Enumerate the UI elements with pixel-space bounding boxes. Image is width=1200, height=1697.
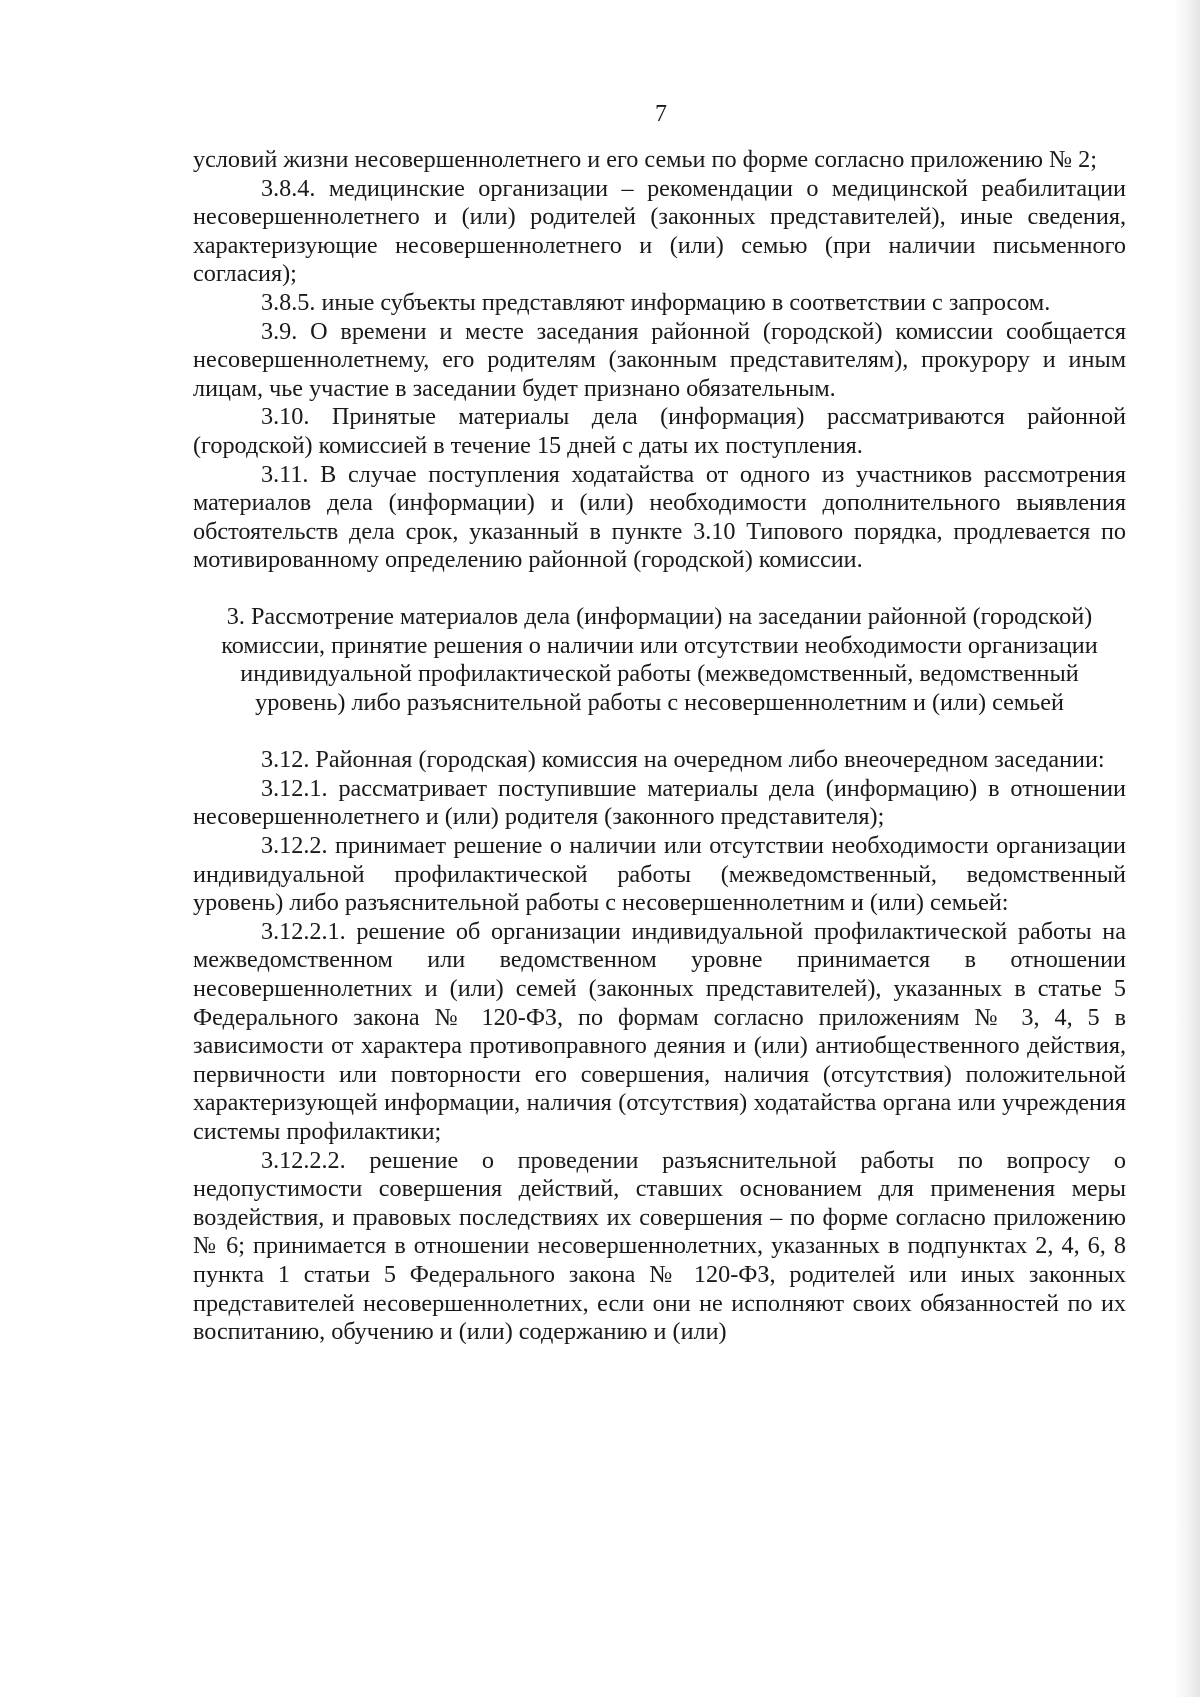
section-heading: 3. Рассмотрение материалов дела (информации) на заседании районной (городской) комиссии, принятие решения о наличии или отсутствии необходимости организации индивидуальной профилактической работы (межведомственный, ведомственный уровень) либо разъяснительной работы с несовершеннолетним и (или) семьей bbox=[221, 602, 1098, 716]
paragraph-3-12: 3.12. Районная (городская) комиссия на очередном либо внеочередном заседании: bbox=[261, 746, 1105, 774]
paragraph-3-8-4: 3.8.4. медицинские организации – рекомендации о медицинской реабилитации несовершеннолетнего и (или) родителей (законных представителей), иные сведения, характеризующие несовершеннолетнего и (или) семью (при наличии письменного согласия); bbox=[193, 174, 1126, 288]
paragraph-3-12-1: 3.12.1. рассматривает поступившие материалы дела (информацию) в отношении несовершеннолетнего и (или) родителя (законного представителя); bbox=[193, 774, 1126, 831]
paragraph-continuation: условий жизни несовершеннолетнего и его семьи по форме согласно приложению № 2; bbox=[193, 146, 1097, 173]
paragraph-3-10: 3.10. Принятые материалы дела (информация) рассматриваются районной (городской) комиссией в течение 15 дней с даты их поступления. bbox=[193, 403, 1126, 459]
paragraph-3-11: 3.11. В случае поступления ходатайства от одного из участников рассмотрения материалов дела (информации) и (или) необходимости дополнительного выявления обстоятельств дела срок, указанный в пункте 3.10 Типового порядка, продлевается по мотивированному определению районной (городской) комиссии. bbox=[193, 460, 1126, 574]
paragraph-3-9: 3.9. О времени и месте заседания районной (городской) комиссии сообщается несовершеннолетнему, его родителям (законным представителям), прокурору и иным лицам, чье участие в заседании будет признано обязательным. bbox=[193, 317, 1126, 402]
paragraph-3-12-2-1: 3.12.2.1. решение об организации индивидуальной профилактической работы на межведомственном или ведомственном уровне принимается в отношении несовершеннолетних и (или) семей (законных представителей), указанных в статье 5 Федерального закона № 120-ФЗ, по формам согласно приложениям № 3, 4, 5 в зависимости от характера противоправного деяния и (или) антиобщественного действия, первичности или повторности его совершения, наличия (отсутствия) положительной характеризующей информации, наличия (отсутствия) ходатайства органа или учреждения системы профилактики; bbox=[193, 917, 1126, 1145]
document-body bbox=[193, 146, 1126, 1347]
paragraph-3-12-2-2: 3.12.2.2. решение о проведении разъяснительной работы по вопросу о недопустимости совершения действий, ставших основанием для применения меры воздействия, и правовых последствиях их совершения – по форме согласно приложению № 6; принимается в отношении несовершеннолетних, указанных в подпунктах 2, 4, 6, 8 пункта 1 статьи 5 Федерального закона № 120-ФЗ, родителей или иных законных представителей несовершеннолетних, если они не исполняют своих обязанностей по их воспитанию, обучению и (или) содержанию и (или) bbox=[193, 1146, 1126, 1346]
paragraph-3-8-5: 3.8.5. иные субъекты представляют информацию в соответствии с запросом. bbox=[261, 288, 1051, 316]
paragraph-3-12-2: 3.12.2. принимает решение о наличии или отсутствии необходимости организации индивидуальной профилактической работы (межведомственный, ведомственный уровень) либо разъяснительной работы с несовершеннолетним и (или) семьей: bbox=[193, 832, 1126, 917]
page-edge-shadow bbox=[1174, 0, 1200, 1697]
page-number: 7 bbox=[655, 101, 667, 127]
